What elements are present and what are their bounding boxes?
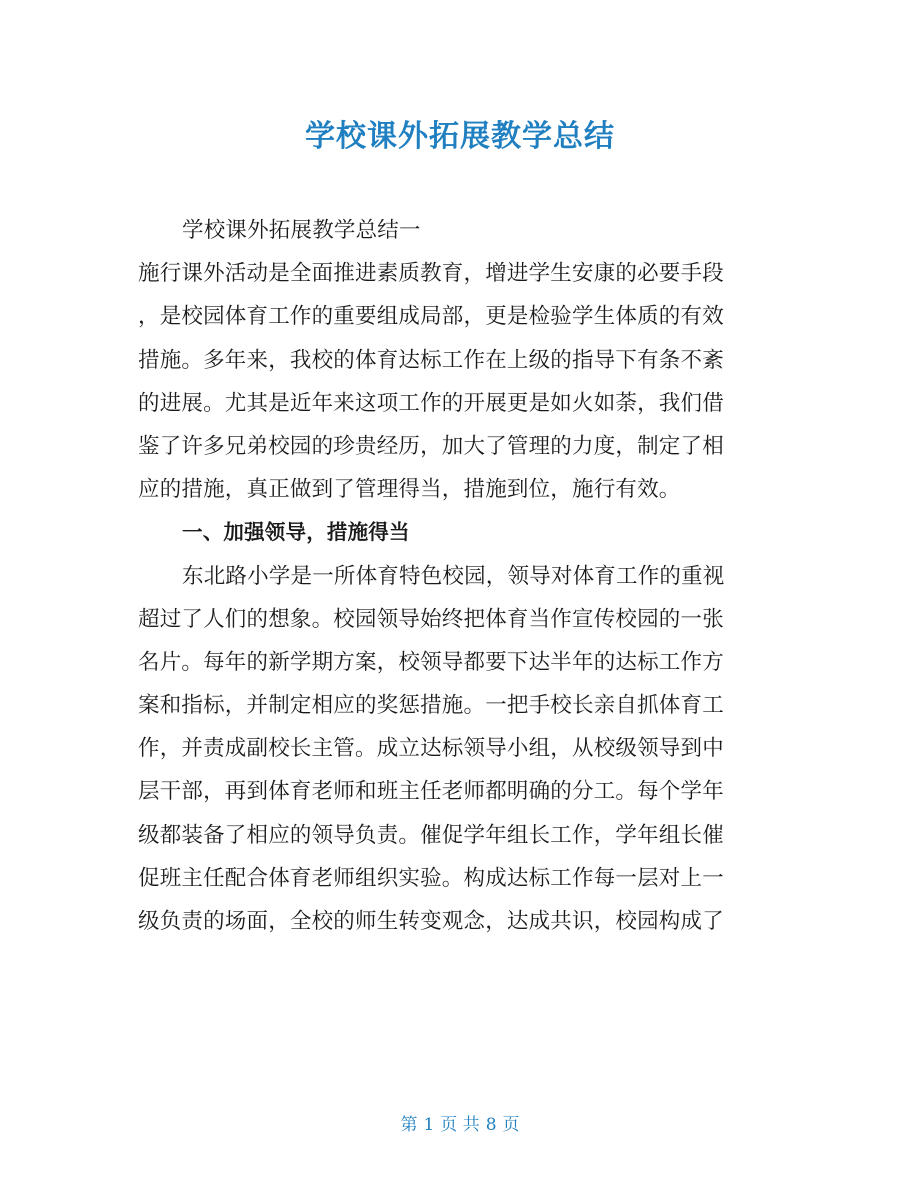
paragraph-line: 名片。每年的新学期方案，校领导都要下达半年的达标工作方 xyxy=(138,649,724,675)
paragraph-line: 东北路小学是一所体育特色校园，领导对体育工作的重视 xyxy=(182,563,725,589)
paragraph-line: 施行课外活动是全面推进素质教育，增进学生安康的必要手段 xyxy=(138,261,724,287)
paragraph-line: ，是校园体育工作的重要组成局部，更是检验学生体质的有效 xyxy=(138,304,724,330)
paragraph-line: 作，并责成副校长主管。成立达标领导小组，从校级领导到中 xyxy=(138,736,724,762)
paragraph-line: 案和指标，并制定相应的奖惩措施。一把手校长亲自抓体育工 xyxy=(138,693,724,719)
paragraph-line: 应的措施，真正做到了管理得当，措施到位，施行有效。 xyxy=(138,477,681,503)
page-label-suffix: 页 xyxy=(502,1115,520,1135)
section-subtitle: 学校课外拓展教学总结一 xyxy=(182,218,421,243)
document-title: 学校课外拓展教学总结 xyxy=(305,119,615,154)
page-label-prefix: 第 xyxy=(400,1115,418,1135)
paragraph-line: 层干部，再到体育老师和班主任老师都明确的分工。每个学年 xyxy=(138,779,724,805)
paragraph-line: 的进展。尤其是近年来这项工作的开展更是如火如荼，我们借 xyxy=(138,390,724,416)
paragraph-line: 超过了人们的想象。校园领导始终把体育当作宣传校园的一张 xyxy=(138,606,724,632)
document-body xyxy=(138,209,788,943)
paragraph-line: 级都装备了相应的领导负责。催促学年组长工作，学年组长催 xyxy=(138,822,724,848)
page-footer xyxy=(0,1112,920,1138)
paragraph-line: 措施。多年来，我校的体育达标工作在上级的指导下有条不紊 xyxy=(138,347,724,373)
section-heading: 一、加强领导，措施得当 xyxy=(182,520,410,545)
paragraph-line: 鉴了许多兄弟校园的珍贵经历，加大了管理的力度，制定了相 xyxy=(138,433,724,459)
paragraph-line: 促班主任配合体育老师组织实验。构成达标工作每一层对上一 xyxy=(138,865,724,891)
paragraph-line: 级负责的场面，全校的师生转变观念，达成共识，校园构成了 xyxy=(138,909,724,934)
total-page-count: 8 xyxy=(485,1115,497,1135)
current-page-number: 1 xyxy=(423,1115,435,1135)
page-label-mid: 页 共 xyxy=(440,1115,480,1135)
